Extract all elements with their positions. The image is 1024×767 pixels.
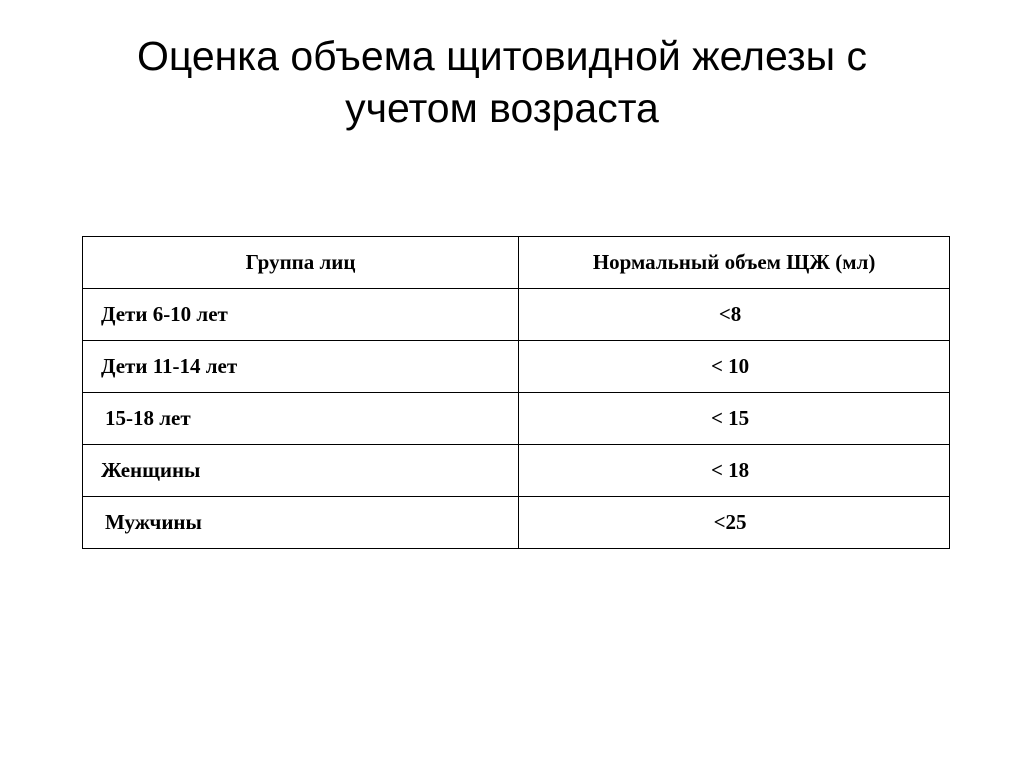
cell-volume: < 15 — [519, 393, 950, 445]
header-volume: Нормальный объем ЩЖ (мл) — [519, 237, 950, 289]
table-row — [83, 393, 950, 445]
table-row — [83, 497, 950, 549]
table-row — [83, 445, 950, 497]
cell-group: Дети 6-10 лет — [83, 289, 519, 341]
header-group: Группа лиц — [83, 237, 519, 289]
cell-group: 15-18 лет — [83, 393, 519, 445]
cell-volume: < 10 — [519, 341, 950, 393]
cell-group: Женщины — [83, 445, 519, 497]
cell-volume: <25 — [519, 497, 950, 549]
cell-volume: <8 — [519, 289, 950, 341]
table-row — [83, 341, 950, 393]
thyroid-volume-table — [82, 236, 950, 549]
table-header-row — [83, 237, 950, 289]
slide-title-line-1: Оценка объема щитовидной железы с — [136, 33, 868, 79]
cell-group: Дети 11-14 лет — [83, 341, 519, 393]
slide-title-line-2: учетом возраста — [345, 85, 659, 131]
cell-group: Мужчины — [83, 497, 519, 549]
slide-title — [0, 30, 1004, 134]
table-row — [83, 289, 950, 341]
cell-volume: < 18 — [519, 445, 950, 497]
